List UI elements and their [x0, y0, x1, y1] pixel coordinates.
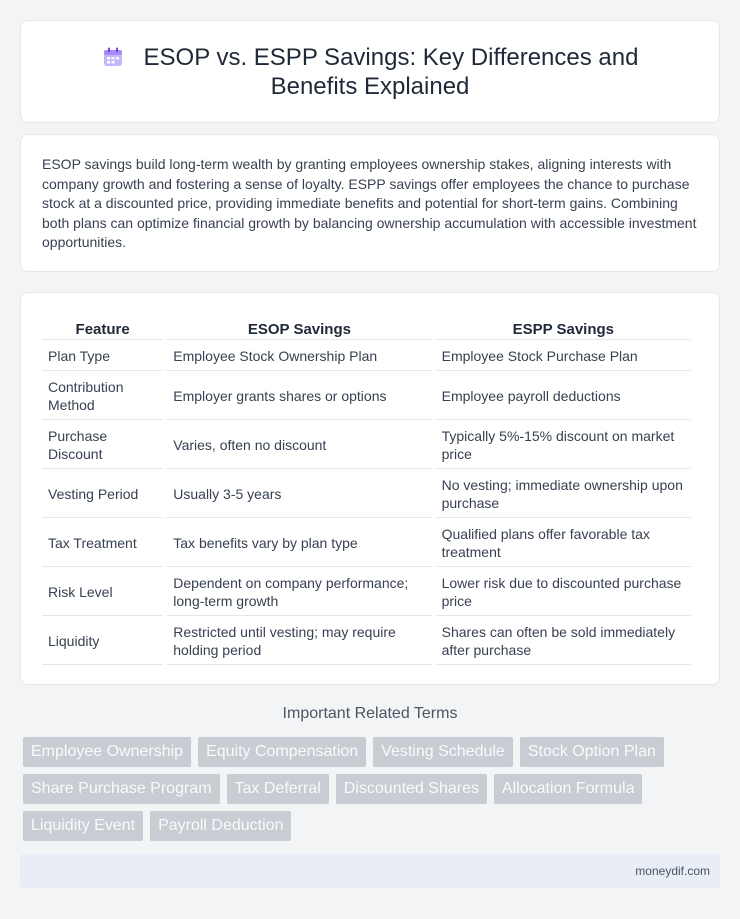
esop-cell: Usually 3-5 years	[167, 471, 431, 518]
espp-cell: Qualified plans offer favorable tax treatment	[436, 520, 691, 567]
esop-cell: Employee Stock Ownership Plan	[167, 342, 431, 371]
esop-cell: Varies, often no discount	[167, 422, 431, 469]
table-row	[42, 422, 691, 469]
tag-payroll-deduction[interactable]: Payroll Deduction	[150, 811, 291, 841]
tag-discounted-shares[interactable]: Discounted Shares	[336, 774, 487, 804]
table-row	[42, 569, 691, 616]
footer-site-link[interactable]: moneydif.com	[635, 864, 710, 878]
tag-allocation-formula[interactable]: Allocation Formula	[494, 774, 643, 804]
header-feature: Feature	[42, 317, 163, 340]
esop-cell: Restricted until vesting; may require holding period	[167, 618, 431, 665]
comparison-card	[20, 292, 720, 685]
comparison-table	[38, 315, 695, 667]
esop-cell: Dependent on company performance; long-term growth	[167, 569, 431, 616]
tag-equity-compensation[interactable]: Equity Compensation	[198, 737, 366, 767]
table-row	[42, 342, 691, 371]
intro-paragraph: ESOP savings build long-term wealth by granting employees ownership stakes, aligning interests with company growth and fostering a sense of loyalty. ESPP savings offer employees the chance to purchase stock at a discounted price, providing immediate benefits and potential for short-term gains. Combining both plans can optimize financial growth by balancing ownership accumulation with accessible investment opportunities.	[42, 156, 697, 250]
feature-cell: Tax Treatment	[42, 520, 163, 567]
tag-share-purchase-program[interactable]: Share Purchase Program	[23, 774, 220, 804]
espp-cell: Shares can often be sold immediately after purchase	[436, 618, 691, 665]
feature-cell: Contribution Method	[42, 373, 163, 420]
table-row	[42, 471, 691, 518]
table-row	[42, 373, 691, 420]
feature-cell: Vesting Period	[42, 471, 163, 518]
espp-cell: Typically 5%-15% discount on market price	[436, 422, 691, 469]
feature-cell: Plan Type	[42, 342, 163, 371]
feature-cell: Purchase Discount	[42, 422, 163, 469]
title-card	[20, 20, 720, 123]
table-header-row	[42, 317, 691, 340]
espp-cell: Employee Stock Purchase Plan	[436, 342, 691, 371]
tag-liquidity-event[interactable]: Liquidity Event	[23, 811, 143, 841]
page-title-container	[21, 43, 719, 101]
header-esop: ESOP Savings	[167, 317, 431, 340]
espp-cell: No vesting; immediate ownership upon purchase	[436, 471, 691, 518]
feature-cell: Risk Level	[42, 569, 163, 616]
tag-vesting-schedule[interactable]: Vesting Schedule	[373, 737, 513, 767]
intro-card	[20, 134, 720, 272]
espp-cell: Lower risk due to discounted purchase price	[436, 569, 691, 616]
calendar-icon	[102, 46, 124, 68]
related-terms-title: Important Related Terms	[282, 705, 458, 722]
esop-cell: Tax benefits vary by plan type	[167, 520, 431, 567]
footer	[20, 854, 720, 888]
espp-cell: Employee payroll deductions	[436, 373, 691, 420]
related-terms-list	[23, 737, 703, 841]
table-row	[42, 520, 691, 567]
feature-cell: Liquidity	[42, 618, 163, 665]
page-title: ESOP vs. ESPP Savings: Key Differences and Benefits Explained	[143, 44, 639, 100]
header-espp: ESPP Savings	[436, 317, 691, 340]
esop-cell: Employer grants shares or options	[167, 373, 431, 420]
tag-tax-deferral[interactable]: Tax Deferral	[227, 774, 329, 804]
tag-employee-ownership[interactable]: Employee Ownership	[23, 737, 191, 767]
table-row	[42, 618, 691, 665]
tag-stock-option-plan[interactable]: Stock Option Plan	[520, 737, 664, 767]
